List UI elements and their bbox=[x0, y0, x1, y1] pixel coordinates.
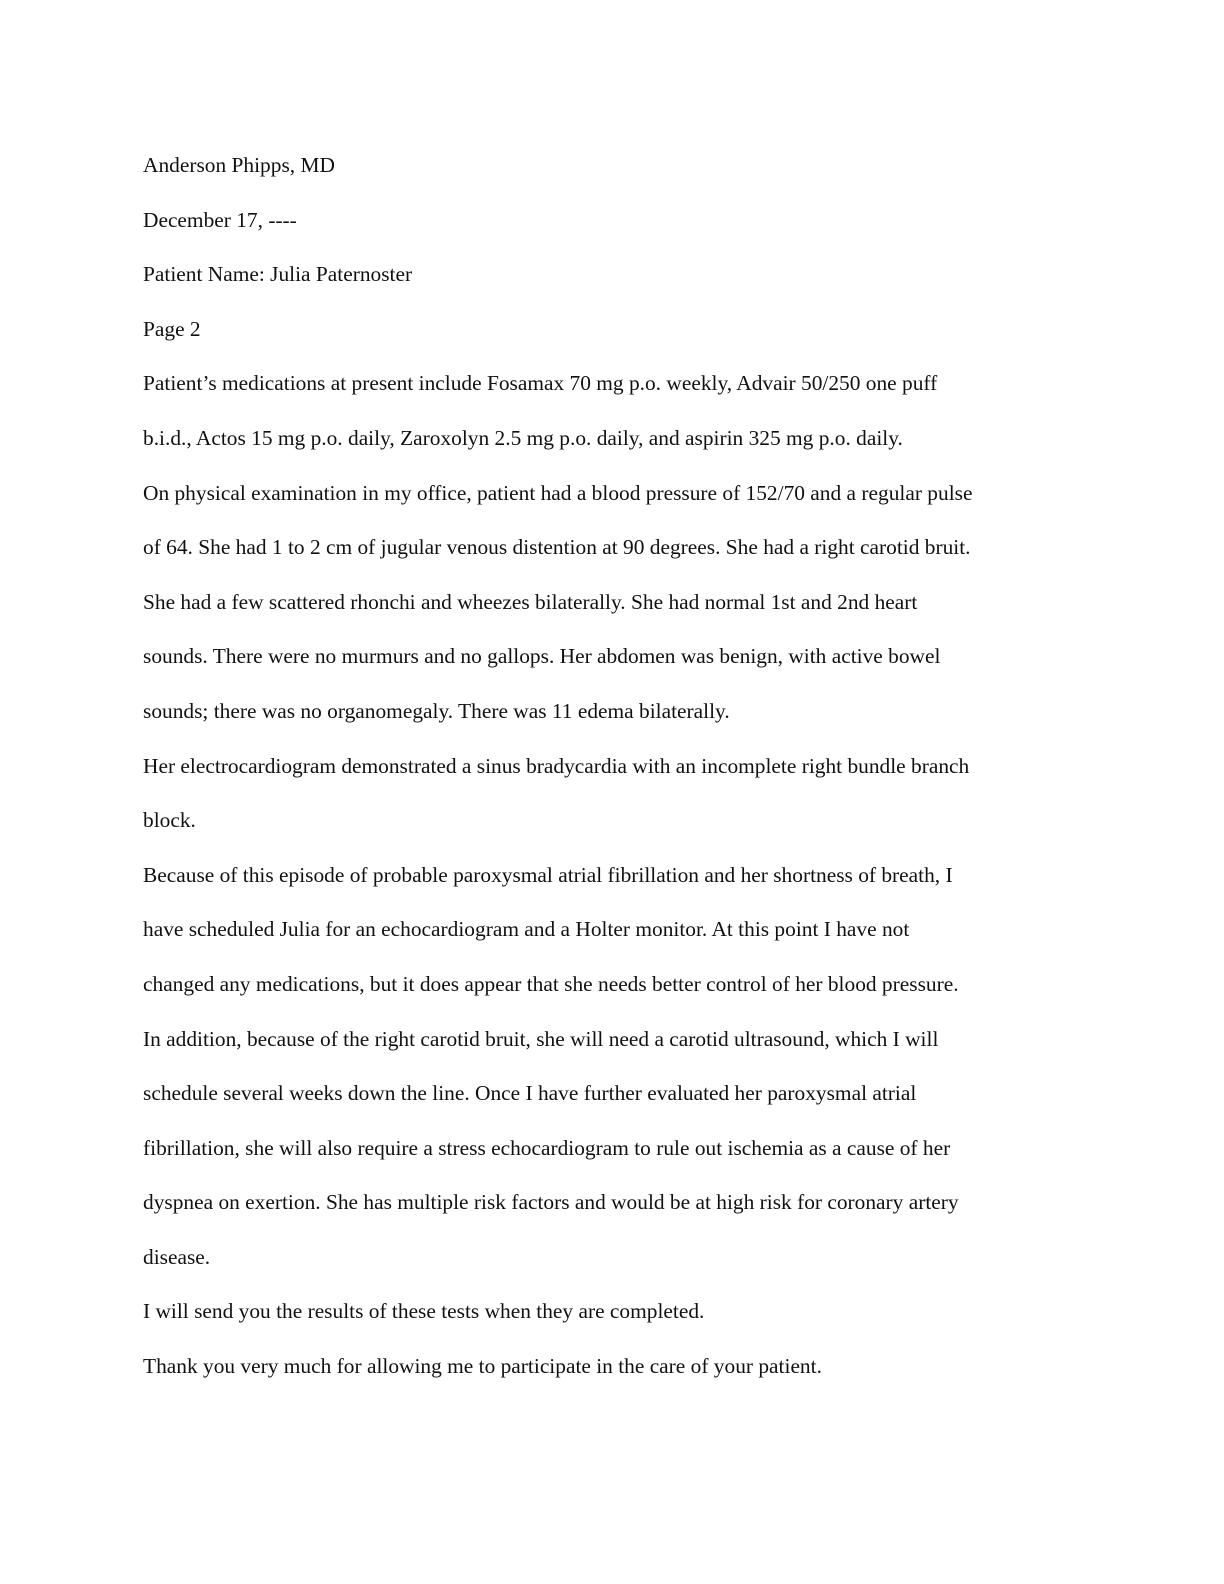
text-line: In addition, because of the right carotid bruit, she will need a carotid ultrasound, which I will bbox=[143, 1026, 939, 1051]
text-line: Her electrocardiogram demonstrated a sinus bradycardia with an incomplete right bundle branch bbox=[143, 753, 970, 778]
page-number-line: Page 2 bbox=[143, 316, 201, 341]
text-line: changed any medications, but it does appear that she needs better control of her blood pressure. bbox=[143, 971, 959, 996]
text-line: have scheduled Julia for an echocardiogram and a Holter monitor. At this point I have not bbox=[143, 917, 910, 942]
text-line: She had a few scattered rhonchi and wheezes bilaterally. She had normal 1st and 2nd heart bbox=[143, 589, 918, 614]
text-line: block. bbox=[143, 808, 196, 833]
text-line: sounds; there was no organomegaly. There was 11 edema bilaterally. bbox=[143, 698, 730, 723]
text-line: Patient’s medications at present include Fosamax 70 mg p.o. weekly, Advair 50/250 one puff bbox=[143, 371, 938, 396]
plan-paragraph bbox=[143, 848, 1083, 1285]
text-line: Thank you very much for allowing me to participate in the care of your patient. bbox=[143, 1354, 822, 1379]
date-line: December 17, ---- bbox=[143, 207, 297, 232]
text-line: fibrillation, she will also require a stress echocardiogram to rule out ischemia as a cause of her bbox=[143, 1135, 951, 1160]
text-line: Because of this episode of probable paroxysmal atrial fibrillation and her shortness of breath, I bbox=[143, 862, 953, 887]
ecg-paragraph bbox=[143, 739, 1083, 848]
text-line: On physical examination in my office, patient had a blood pressure of 152/70 and a regular pulse bbox=[143, 480, 973, 505]
exam-paragraph bbox=[143, 466, 1083, 739]
text-line: dyspnea on exertion. She has multiple risk factors and would be at high risk for coronary artery bbox=[143, 1190, 959, 1215]
author-line: Anderson Phipps, MD bbox=[143, 153, 335, 177]
text-line: sounds. There were no murmurs and no gallops. Her abdomen was benign, with active bowel bbox=[143, 644, 941, 669]
medications-paragraph bbox=[143, 356, 1083, 465]
closing-paragraph bbox=[143, 1339, 1083, 1394]
text-line: disease. bbox=[143, 1244, 211, 1269]
letter-body bbox=[143, 138, 1083, 1394]
text-line: b.i.d., Actos 15 mg p.o. daily, Zaroxolyn 2.5 mg p.o. daily, and aspirin 325 mg p.o. daily. bbox=[143, 425, 903, 450]
text-line: schedule several weeks down the line. Once I have further evaluated her paroxysmal atrial bbox=[143, 1081, 917, 1106]
patient-name-line: Patient Name: Julia Paternoster bbox=[143, 262, 413, 287]
text-line: of 64. She had 1 to 2 cm of jugular venous distention at 90 degrees. She had a right carotid bruit. bbox=[143, 535, 971, 560]
results-paragraph bbox=[143, 1284, 1083, 1339]
text-line: I will send you the results of these tests when they are completed. bbox=[143, 1299, 705, 1324]
